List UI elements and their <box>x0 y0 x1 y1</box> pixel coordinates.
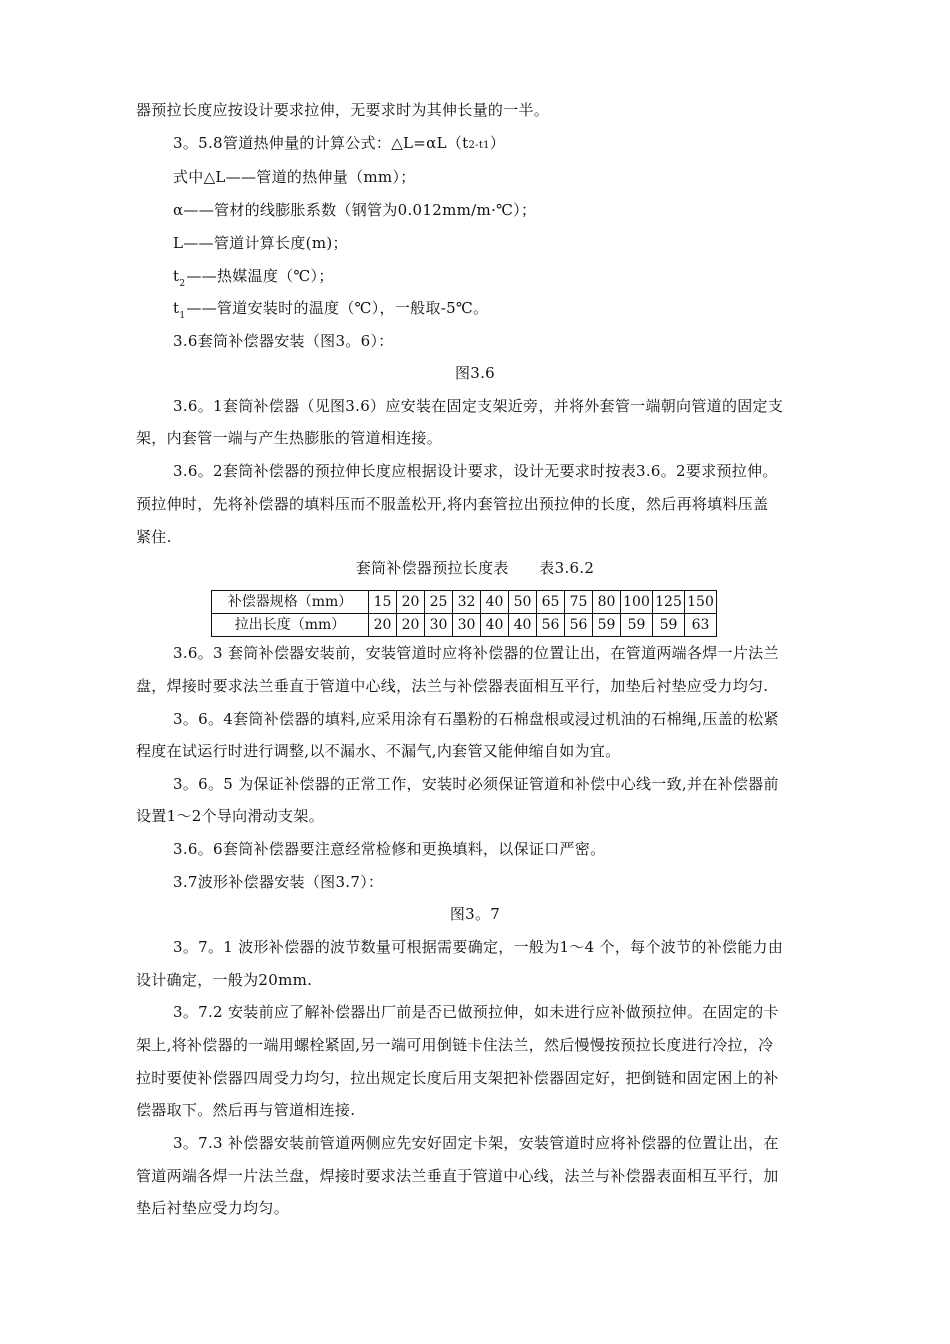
table-cell: 15 <box>369 591 397 614</box>
paragraph-line <box>173 298 488 321</box>
paragraph-line: 3.6。2套筒补偿器的预拉伸长度应根据设计要求，设计无要求时按表3.6。2要求预拉伸。 <box>173 462 778 480</box>
table-cell: 125 <box>653 591 685 614</box>
figure-caption: 图3.6 <box>454 364 496 382</box>
symbol-t: t <box>173 267 180 285</box>
formula-line <box>173 133 505 156</box>
table-row <box>212 591 717 614</box>
table-cell: 30 <box>425 614 453 637</box>
paragraph-line: 垫后衬垫应受力均匀。 <box>136 1199 290 1217</box>
pre-stretch-table <box>211 590 717 637</box>
section-heading: 3.7波形补偿器安装（图3.7）： <box>173 873 384 891</box>
formula-subscript: 2 <box>468 140 476 151</box>
symbol-t: t <box>173 299 180 317</box>
table-cell: 40 <box>481 614 509 637</box>
paragraph-line: 3。7.3 补偿器安装前管道两侧应先安好固定卡架，安装管道时应将补偿器的位置让出，在 <box>173 1134 779 1152</box>
paragraph-line: 器预拉长度应按设计要求拉伸，无要求时为其伸长量的一半。 <box>136 101 550 119</box>
paragraph-line: 偿器取下。然后再与管道相连接. <box>136 1101 356 1119</box>
symbol-subscript: 1 <box>179 311 186 321</box>
paragraph-line: 3。6。5 为保证补偿器的正常工作，安装时必须保证管道和补偿中心线一致,并在补偿器前 <box>173 775 779 793</box>
section-heading: 3.6套筒补偿器安装（图3。6）： <box>173 332 394 350</box>
paragraph-line: 紧住. <box>136 528 172 546</box>
table-cell: 65 <box>537 591 565 614</box>
paragraph-line: 程度在试运行时进行调整,以不漏水、不漏气,内套管又能伸缩自如为宜。 <box>136 742 621 760</box>
paragraph-line: L——管道计算长度(m)； <box>173 234 348 252</box>
table-cell: 20 <box>397 591 425 614</box>
paragraph-line: 设计确定，一般为20mm. <box>136 971 313 989</box>
table-cell: 40 <box>481 591 509 614</box>
table-cell: 59 <box>593 614 621 637</box>
table-row <box>212 614 717 637</box>
figure-caption: 图3。7 <box>449 905 501 923</box>
paragraph-line: 管道两端各焊一片法兰盘，焊接时要求法兰垂直于管道中心线，法兰与补偿器表面相互平行，加 <box>136 1167 779 1185</box>
table-cell: 56 <box>565 614 593 637</box>
table-cell: 56 <box>537 614 565 637</box>
table-cell: 150 <box>685 591 717 614</box>
formula-subscript: 1 <box>483 140 490 151</box>
paragraph-line: 3.6。1套筒补偿器（见图3.6）应安装在固定支架近旁，并将外套管一端朝向管道的固定支 <box>173 397 784 415</box>
paragraph-line: 设置1～2个导向滑动支架。 <box>136 807 324 825</box>
line-text: ——热媒温度（℃）； <box>186 267 334 285</box>
table-row-label: 拉出长度（mm） <box>212 614 369 637</box>
paragraph-line: 拉时要使补偿器四周受力均匀，拉出规定长度后用支架把补偿器固定好，把倒链和固定困上的补 <box>136 1069 779 1087</box>
table-cell: 40 <box>509 614 537 637</box>
paragraph-line: 式中△L——管道的热伸量（mm）； <box>173 168 416 186</box>
table-cell: 80 <box>593 591 621 614</box>
paragraph-line: 3。6。4套筒补偿器的填料,应采用涂有石墨粉的石棉盘根或浸过机油的石棉绳,压盖的松紧 <box>173 710 779 728</box>
paragraph-line: 3.6。6套筒补偿器要注意经常检修和更换填料，以保证口严密。 <box>173 840 606 858</box>
paragraph-line <box>173 266 334 289</box>
paragraph-line: 架上,将补偿器的一端用螺栓紧固,另一端可用倒链卡住法兰，然后慢慢按预拉长度进行冷拉，冷 <box>136 1036 774 1054</box>
table-cell: 75 <box>565 591 593 614</box>
table-cell: 20 <box>369 614 397 637</box>
table-cell: 59 <box>621 614 653 637</box>
paragraph-line: 3。7。1 波形补偿器的波节数量可根据需要确定，一般为1～4 个，每个波节的补偿能力由 <box>173 938 784 956</box>
formula-text: -t <box>475 140 484 151</box>
table-cell: 50 <box>509 591 537 614</box>
paragraph-line: 3。7.2 安装前应了解补偿器出厂前是否已做预拉伸，如未进行应补做预拉伸。在固定的卡 <box>173 1003 779 1021</box>
paragraph-line: 架，内套管一端与产生热膨胀的管道相连接。 <box>136 429 443 447</box>
table-cell: 30 <box>453 614 481 637</box>
formula-text: ） <box>489 134 506 152</box>
table-caption: 套筒补偿器预拉长度表 表3.6.2 <box>355 559 595 577</box>
table-cell: 20 <box>397 614 425 637</box>
formula-text: 3。5.8管道热伸量的计算公式：△L=αL（t <box>173 134 469 152</box>
line-text: ——管道安装时的温度（℃），一般取-5℃。 <box>186 299 489 317</box>
paragraph-line: α——管材的线膨胀系数（钢管为0.012mm/m·℃）； <box>173 201 537 219</box>
table-cell: 100 <box>621 591 653 614</box>
table-cell: 25 <box>425 591 453 614</box>
table-row-label: 补偿器规格（mm） <box>212 591 369 614</box>
table-cell: 32 <box>453 591 481 614</box>
paragraph-line: 3.6。3 套筒补偿器安装前，安装管道时应将补偿器的位置让出，在管道两端各焊一片法兰 <box>173 644 779 662</box>
table-cell: 59 <box>653 614 685 637</box>
table-cell: 63 <box>685 614 717 637</box>
symbol-subscript: 2 <box>179 279 186 289</box>
paragraph-line: 盘，焊接时要求法兰垂直于管道中心线，法兰与补偿器表面相互平行，加垫后衬垫应受力均匀. <box>136 677 769 695</box>
paragraph-line: 预拉伸时，先将补偿器的填料压而不服盖松开,将内套管拉出预拉伸的长度，然后再将填料压盖 <box>136 495 769 513</box>
